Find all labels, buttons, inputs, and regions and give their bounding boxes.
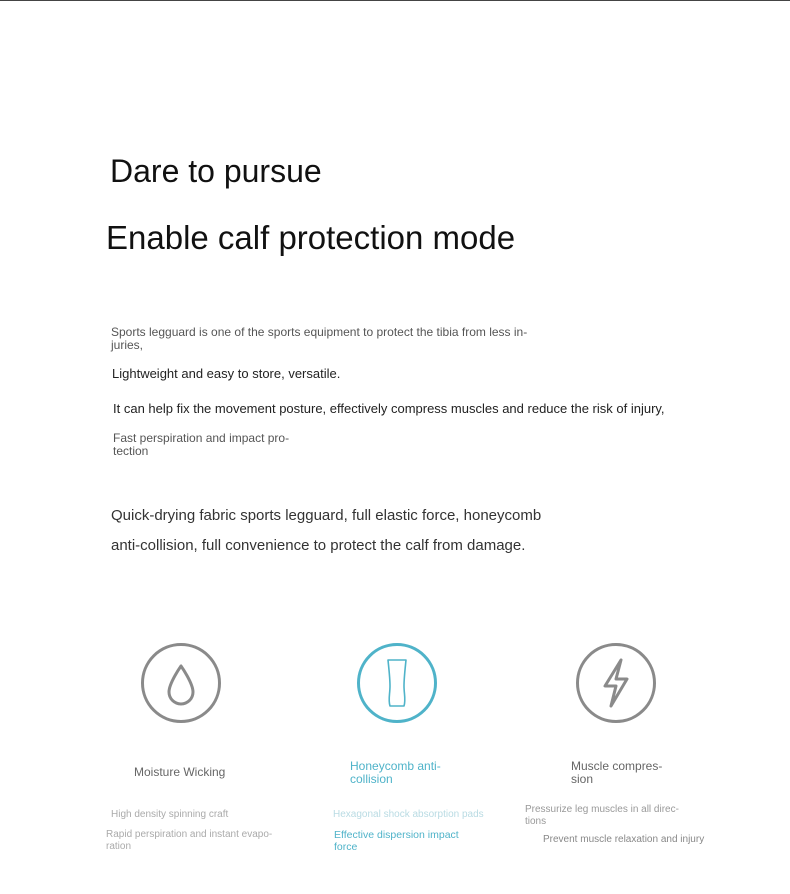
intro-paragraph-3: It can help fix the movement posture, effectively compress muscles and reduce the risk of injury,	[113, 401, 665, 416]
feature-detail-moisture-2: Rapid perspiration and instant evapo-ration	[106, 829, 273, 852]
lead-line-2: anti-collision, full convenience to protect the calf from damage.	[111, 537, 526, 554]
feature-detail-compression-2: Prevent muscle relaxation and injury	[543, 834, 705, 845]
heading-line-1: Dare to pursue	[110, 153, 322, 189]
feature-detail-moisture-1: High density spinning craft	[111, 809, 229, 820]
lightning-icon	[579, 646, 653, 720]
muscle-compression-badge	[576, 643, 656, 723]
feature-detail-honeycomb-2: Effective dispersion impact force	[334, 829, 459, 853]
feature-detail-honeycomb-1: Hexagonal shock absorption pads	[333, 809, 484, 820]
top-divider	[0, 0, 790, 1]
intro-paragraph-4: Fast perspiration and impact pro-tection	[113, 431, 290, 458]
feature-title-honeycomb: Honeycomb anti-collision	[350, 759, 441, 786]
shin-guard-icon	[360, 646, 434, 720]
honeycomb-badge	[357, 643, 437, 723]
intro-paragraph-1: Sports legguard is one of the sports equipment to protect the tibia from less in-juries,	[111, 325, 528, 352]
intro-paragraph-2: Lightweight and easy to store, versatile.	[112, 366, 341, 381]
heading-line-2: Enable calf protection mode	[106, 219, 516, 256]
feature-title-moisture: Moisture Wicking	[134, 765, 226, 779]
moisture-wicking-badge	[141, 643, 221, 723]
lead-line-1: Quick-drying fabric sports legguard, full elastic force, honeycomb	[111, 507, 542, 524]
water-drop-icon	[144, 646, 218, 720]
feature-detail-compression-1: Pressurize leg muscles in all direc-tions	[525, 804, 679, 827]
feature-title-compression: Muscle compres-sion	[571, 759, 663, 786]
